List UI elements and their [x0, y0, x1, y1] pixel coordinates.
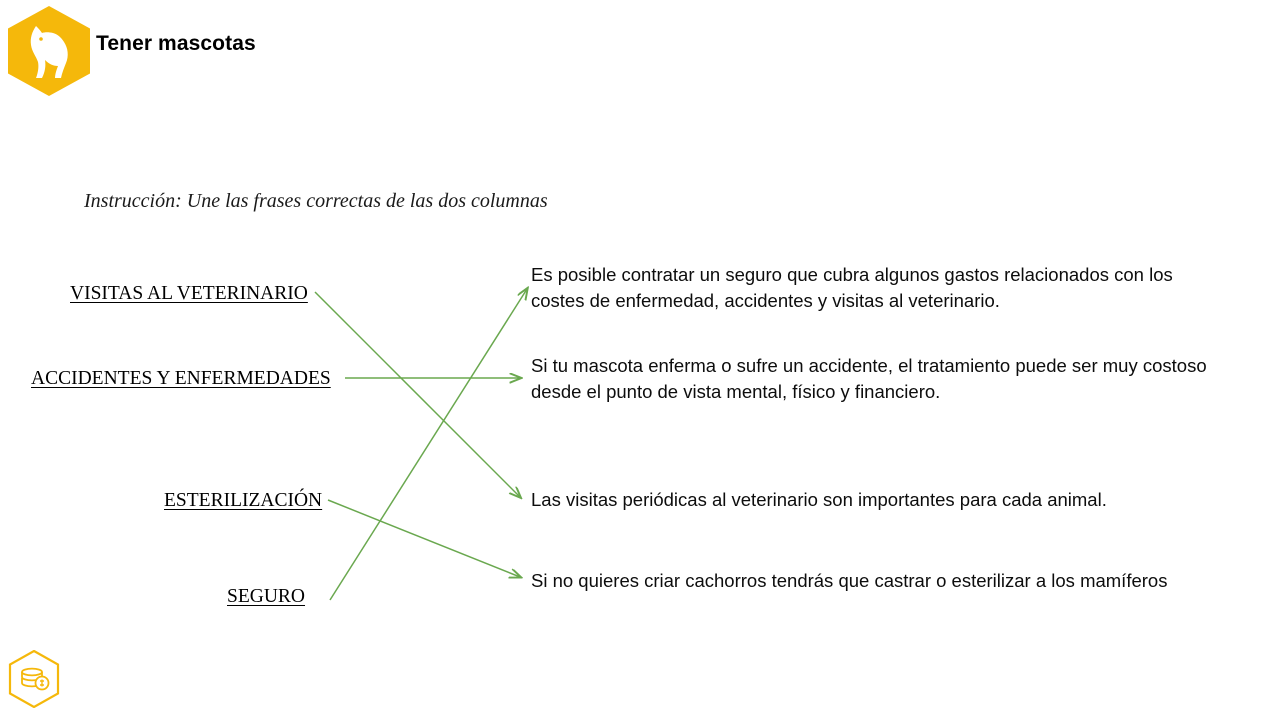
hexagon-coins-logo-icon	[8, 650, 60, 708]
footer-logo	[8, 650, 60, 708]
header-logo	[8, 6, 90, 96]
definition-item-0[interactable]: Es posible contratar un seguro que cubra algunos gastos relacionados con los costes de enfermedad, accidentes y visitas al veterinario.	[531, 264, 1173, 312]
connector-line-0	[315, 292, 520, 497]
page-title: Tener mascotas	[96, 32, 256, 55]
term-item-0[interactable]: VISITAS AL VETERINARIO	[70, 283, 308, 304]
hexagon-dog-logo-icon	[8, 6, 90, 96]
term-item-1[interactable]: ACCIDENTES Y ENFERMEDADES	[31, 368, 331, 389]
term-item-2[interactable]: ESTERILIZACIÓN	[164, 490, 323, 511]
term-item-3[interactable]: SEGURO	[227, 586, 306, 607]
definition-item-1[interactable]: Si tu mascota enferma o sufre un accidente, el tratamiento puede ser muy costoso desde el punto de vista mental, físico y financiero.	[531, 355, 1207, 403]
connector-line-2	[328, 500, 520, 577]
connector-line-3	[330, 289, 527, 600]
definition-item-2[interactable]: Las visitas periódicas al veterinario son importantes para cada animal.	[531, 489, 1107, 510]
instruction-text: Instrucción: Une las frases correctas de las dos columnas	[84, 190, 548, 212]
definition-item-3[interactable]: Si no quieres criar cachorros tendrás que castrar o esterilizar a los mamíferos	[531, 570, 1168, 591]
